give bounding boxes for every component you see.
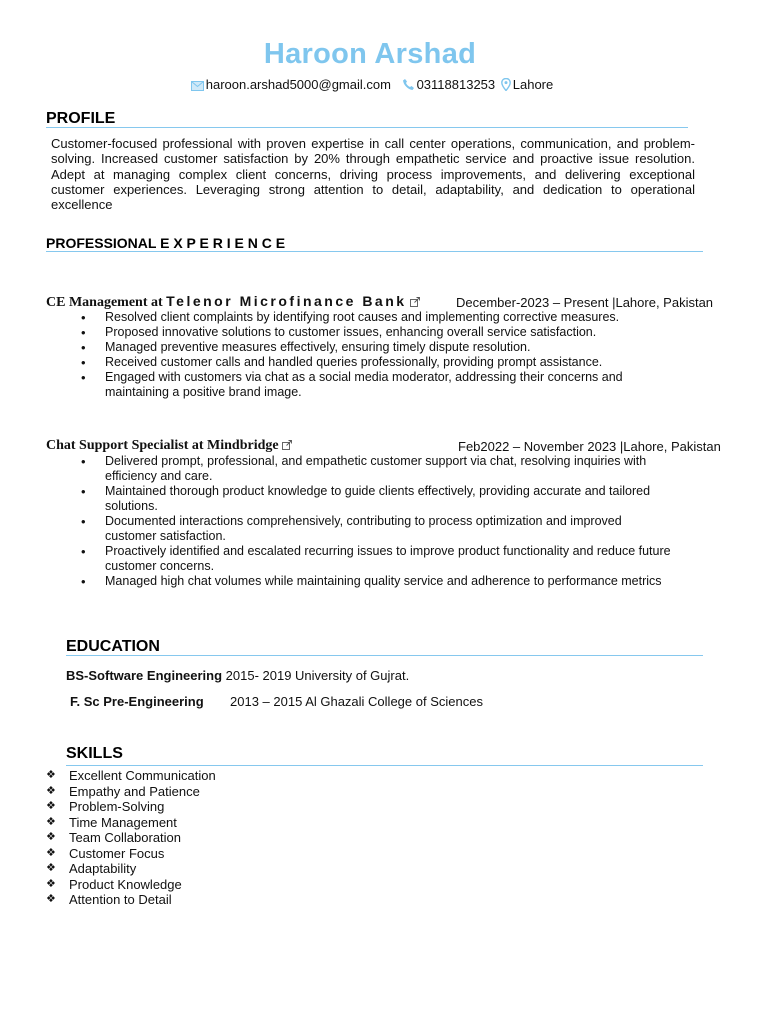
experience-heading-part2: E X P E R I E N C E — [160, 235, 286, 251]
skill-item — [46, 892, 346, 908]
job-1-bullets — [105, 310, 665, 400]
skill-item — [46, 877, 346, 893]
list-item: • Managed preventive measures effectively, ensuring timely dispute resolution. — [105, 340, 665, 355]
diamond-bullet-icon: ❖ — [46, 769, 56, 781]
education-degree: BS-Software Engineering — [66, 668, 223, 683]
phone-icon — [402, 78, 415, 94]
job-header-1 — [46, 293, 420, 311]
skills-heading: SKILLS — [66, 745, 123, 762]
job-2-bullets — [105, 454, 675, 589]
experience-divider — [46, 251, 703, 252]
skill-item — [46, 815, 346, 831]
diamond-bullet-icon: ❖ — [46, 831, 56, 843]
education-detail: 2015- 2019 University of Gujrat. — [225, 668, 410, 683]
location-text: Lahore — [512, 77, 554, 92]
skills-list — [46, 768, 346, 908]
education-item-2-detail — [230, 694, 483, 709]
skill-label: Team Collaboration — [69, 830, 182, 845]
skill-item — [46, 768, 346, 784]
job-role: Chat Support Specialist at — [46, 438, 208, 453]
job-meta-1 — [456, 295, 713, 310]
list-item: • Maintained thorough product knowledge to guide clients effectively, providing accurate and tailored solutions. — [105, 484, 675, 514]
job-company[interactable]: Telenor Microfinance Bank — [166, 293, 407, 309]
skill-item — [46, 830, 346, 846]
education-degree: F. Sc Pre-Engineering — [70, 694, 204, 709]
external-link-icon[interactable] — [282, 438, 292, 453]
email-icon — [191, 79, 204, 94]
skill-item — [46, 784, 346, 800]
profile-summary: Customer-focused professional with proven expertise in call center operations, communication, and problem-solving. Increased customer satisfaction by 20% through empathetic service and proactive issue resolution. Adept at managing complex client concerns, driving process improvements, and delivering exceptional customer experiences. Leveraging strong attention to detail, adaptability, and dedication to operational excellence — [51, 136, 695, 213]
job-dates: December-2023 – Present | — [456, 295, 616, 310]
job-meta-2 — [458, 439, 721, 454]
skill-label: Adaptability — [69, 861, 137, 876]
diamond-bullet-icon: ❖ — [46, 800, 56, 812]
contact-line — [0, 77, 740, 94]
job-header-2 — [46, 437, 292, 454]
phone-text[interactable]: 03118813253 — [416, 77, 496, 92]
skills-divider — [66, 765, 703, 766]
skill-label: Excellent Communication — [69, 768, 216, 783]
job-location: Lahore, Pakistan — [615, 295, 714, 310]
diamond-bullet-icon: ❖ — [46, 893, 56, 905]
candidate-name: Haroon Arshad — [263, 38, 477, 70]
experience-heading-part1: PROFESSIONAL — [46, 235, 161, 251]
job-role: CE Management at — [46, 295, 167, 310]
list-item: • Received customer calls and handled queries professionally, providing prompt assistance. — [105, 355, 665, 370]
skill-label: Product Knowledge — [69, 876, 182, 892]
profile-divider — [46, 127, 688, 128]
skill-item — [46, 799, 346, 815]
list-item: • Proposed innovative solutions to customer issues, enhancing overall service satisfaction. — [105, 325, 665, 340]
education-heading: EDUCATION — [66, 638, 160, 655]
profile-heading: PROFILE — [46, 110, 116, 127]
list-item: • Managed high chat volumes while maintaining quality service and adherence to performance metrics — [105, 574, 675, 589]
list-item: • Documented interactions comprehensively, contributing to process optimization and improved customer satisfaction. — [105, 514, 675, 544]
skill-label: Empathy and Patience — [69, 783, 200, 799]
list-item: • Proactively identified and escalated recurring issues to improve product functionality and reduce future customer concerns. — [105, 544, 675, 574]
job-location: Lahore, Pakistan — [623, 439, 721, 454]
diamond-bullet-icon: ❖ — [46, 784, 56, 797]
diamond-bullet-icon: ❖ — [46, 815, 56, 828]
job-company[interactable]: Mindbridge — [207, 438, 279, 453]
diamond-bullet-icon: ❖ — [46, 862, 56, 874]
skill-label: Attention to Detail — [69, 892, 172, 907]
diamond-bullet-icon: ❖ — [46, 877, 56, 890]
education-divider — [66, 655, 703, 656]
skill-label: Problem-Solving — [69, 799, 165, 814]
list-item: • Resolved client complaints by identifying root causes and implementing corrective measures. — [105, 310, 665, 325]
skill-label: Time Management — [69, 814, 177, 830]
education-item-2 — [70, 694, 204, 709]
diamond-bullet-icon: ❖ — [46, 846, 56, 859]
skill-item — [46, 861, 346, 877]
education-item-1 — [66, 668, 409, 683]
list-item: • Delivered prompt, professional, and empathetic customer support via chat, resolving inquiries with efficiency and care. — [105, 454, 675, 484]
job-dates: Feb2022 – November 2023 | — [458, 439, 624, 454]
skill-label: Customer Focus — [69, 845, 165, 861]
list-item: • Engaged with customers via chat as a social media moderator, addressing their concerns and maintaining a positive brand image. — [105, 370, 665, 400]
external-link-icon[interactable] — [410, 295, 420, 310]
email-text[interactable]: haroon.arshad5000@gmail.com — [205, 77, 391, 92]
experience-heading — [46, 235, 285, 251]
location-pin-icon — [501, 78, 511, 94]
skill-item — [46, 846, 346, 862]
education-detail: 2013 – 2015 Al Ghazali College of Sciences — [230, 694, 483, 709]
